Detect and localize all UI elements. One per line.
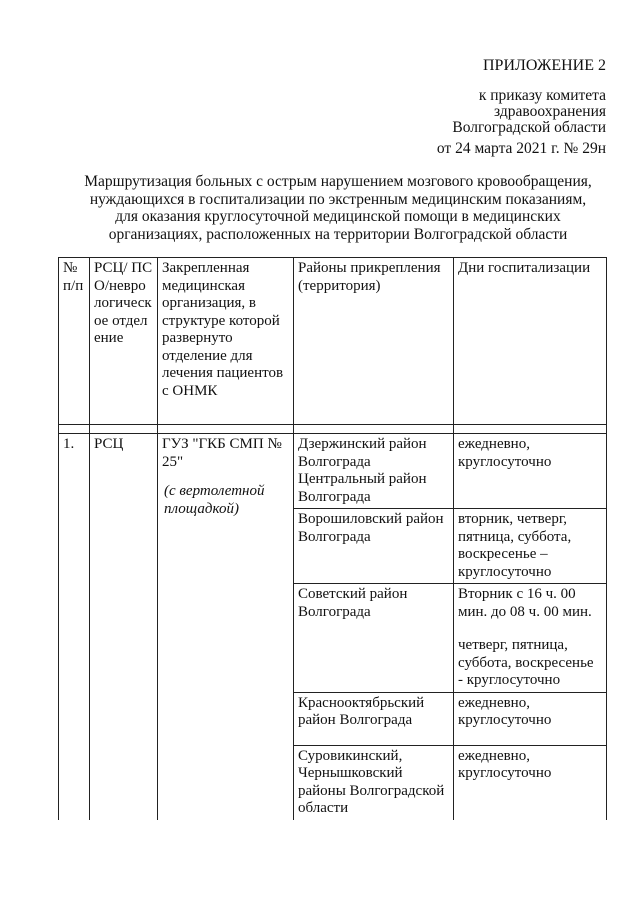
district-cell: Суровикинский, Чернышковский районы Волгоградской области <box>294 745 454 820</box>
document-title <box>60 173 616 243</box>
column-header-days: Дни госпитализации <box>454 258 607 425</box>
title-line: организациях, расположенных на территории Волгоградской области <box>108 225 568 243</box>
order-date: от 24 марта 2021 г. № 29н <box>436 140 606 157</box>
table-row <box>59 434 607 509</box>
row-number: 1. <box>59 434 90 820</box>
order-reference <box>452 88 606 136</box>
table-header-row <box>59 258 607 425</box>
title-line: нуждающихся в госпитализации по экстренным медицинским показаниям, <box>89 190 587 208</box>
district-cell: Советский район Волгограда <box>294 584 454 693</box>
days-cell: вторник, четверг, пятница, суббота, воскресенье – круглосуточно <box>454 509 607 584</box>
days-schedule: Вторник с 16 ч. 00 мин. до 08 ч. 00 мин. <box>458 586 592 620</box>
column-header-number: № п/п <box>59 258 90 425</box>
days-cell: ежедневно, круглосуточно <box>454 692 607 745</box>
column-header-type: РСЦ/ ПСО/неврологическое отделение <box>90 258 158 425</box>
title-line: для оказания круглосуточной медицинской помощи в медицинских <box>115 208 561 225</box>
appendix-label: ПРИЛОЖЕНИЕ 2 <box>482 57 606 74</box>
district-cell: Краснооктябрьский район Волгограда <box>294 692 454 745</box>
title-line: Маршрутизация больных с острым нарушением мозгового кровообращения, <box>84 173 592 190</box>
order-reference-line: здравоохранения <box>494 103 606 120</box>
organization-note: (с вертолетной площадкой) <box>164 483 265 517</box>
days-schedule-alt: четверг, пятница, суббота, воскресенье - круглосуточно <box>458 637 594 688</box>
column-header-districts: Районы прикрепления (территория) <box>294 258 454 425</box>
district-cell: Дзержинский район Волгограда Центральный район Волгограда <box>294 434 454 509</box>
district-cell: Ворошиловский район Волгограда <box>294 509 454 584</box>
routing-table <box>58 257 607 820</box>
order-reference-line: к приказу комитета <box>478 87 606 104</box>
row-type: РСЦ <box>90 434 158 820</box>
row-organization <box>158 434 294 820</box>
order-reference-line: Волгоградской области <box>452 119 606 136</box>
days-cell <box>454 584 607 693</box>
days-cell: ежедневно, круглосуточно <box>454 745 607 820</box>
days-cell: ежедневно, круглосуточно <box>454 434 607 509</box>
column-header-organization: Закрепленная медицинская организация, в структуре которой развернуто отделение для лечения пациентов с ОНМК <box>158 258 294 425</box>
table-spacer-row <box>59 425 607 434</box>
organization-name: ГУЗ "ГКБ СМП № 25" <box>162 436 282 470</box>
